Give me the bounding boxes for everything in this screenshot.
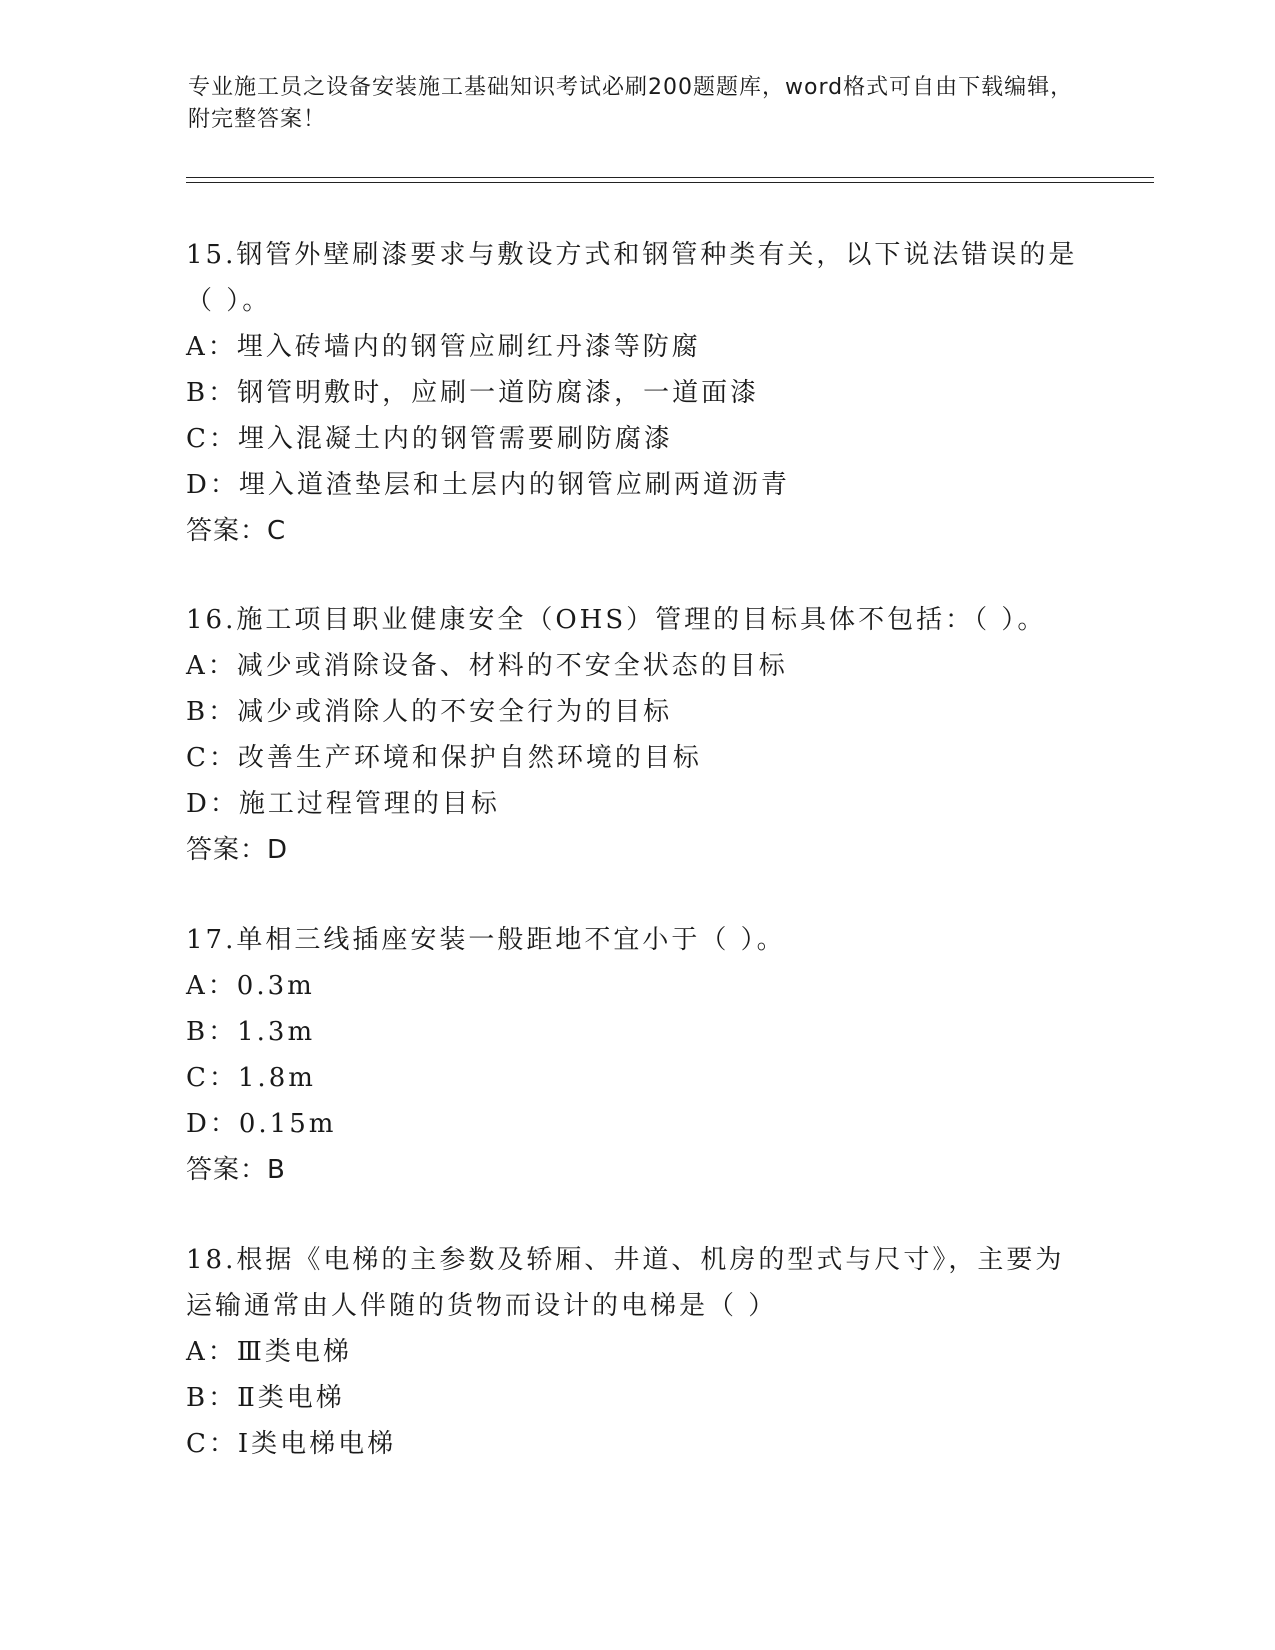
- question-15: [186, 232, 1086, 554]
- question-17: [186, 917, 1086, 1193]
- question-text: [186, 917, 1086, 963]
- option-d: D：0.15m: [186, 1109, 337, 1139]
- header-divider-bottom: [186, 182, 1154, 183]
- option-c: C：Ⅰ类电梯电梯: [186, 1429, 397, 1459]
- option-c: C：改善生产环境和保护自然环境的目标: [186, 743, 702, 773]
- header-divider-top: [186, 177, 1154, 178]
- option-a: A：0.3m: [186, 971, 315, 1001]
- question-18: [186, 1237, 1086, 1467]
- option-a: A：Ⅲ类电梯: [186, 1337, 352, 1367]
- question-stem: 施工项目职业健康安全（OHS）管理的目标具体不包括：（ ）。: [236, 605, 1047, 635]
- option-c: C：1.8m: [186, 1063, 316, 1093]
- option-b: B：钢管明敷时，应刷一道防腐漆，一道面漆: [186, 378, 760, 408]
- question-text: [186, 597, 1086, 643]
- question-number: 18.: [186, 1245, 237, 1275]
- question-number: 16.: [186, 605, 237, 635]
- option-d: D：埋入道渣垫层和土层内的钢管应刷两道沥青: [186, 470, 790, 500]
- option-b: B：Ⅱ类电梯: [186, 1383, 345, 1413]
- option-a: A：减少或消除设备、材料的不安全状态的目标: [186, 651, 788, 681]
- question-stem: 单相三线插座安装一般距地不宜小于（ ）。: [236, 925, 786, 955]
- option-d: D：施工过程管理的目标: [186, 789, 500, 819]
- question-number: 17.: [186, 925, 237, 955]
- option-a: A：埋入砖墙内的钢管应刷红丹漆等防腐: [186, 332, 701, 362]
- answer: 答案：C: [186, 516, 287, 546]
- option-c: C：埋入混凝土内的钢管需要刷防腐漆: [186, 424, 673, 454]
- option-b: B：减少或消除人的不安全行为的目标: [186, 697, 673, 727]
- answer: 答案：B: [186, 1155, 286, 1185]
- document-header: [188, 72, 1088, 136]
- question-text: [186, 232, 1086, 324]
- question-16: [186, 597, 1086, 873]
- header-text: 专业施工员之设备安装施工基础知识考试必刷200题题库，word格式可自由下载编辑，附完整答案！: [188, 75, 1074, 132]
- option-b: B：1.3m: [186, 1017, 316, 1047]
- question-number: 15.: [186, 240, 237, 270]
- question-text: [186, 1237, 1086, 1329]
- question-stem: 钢管外壁刷漆要求与敷设方式和钢管种类有关，以下说法错误的是（ ）。: [186, 240, 1078, 316]
- question-stem: 根据《电梯的主参数及轿厢、井道、机房的型式与尺寸》，主要为运输通常由人伴随的货物而设计的电梯是（ ）: [186, 1245, 1065, 1321]
- answer: 答案：D: [186, 835, 289, 865]
